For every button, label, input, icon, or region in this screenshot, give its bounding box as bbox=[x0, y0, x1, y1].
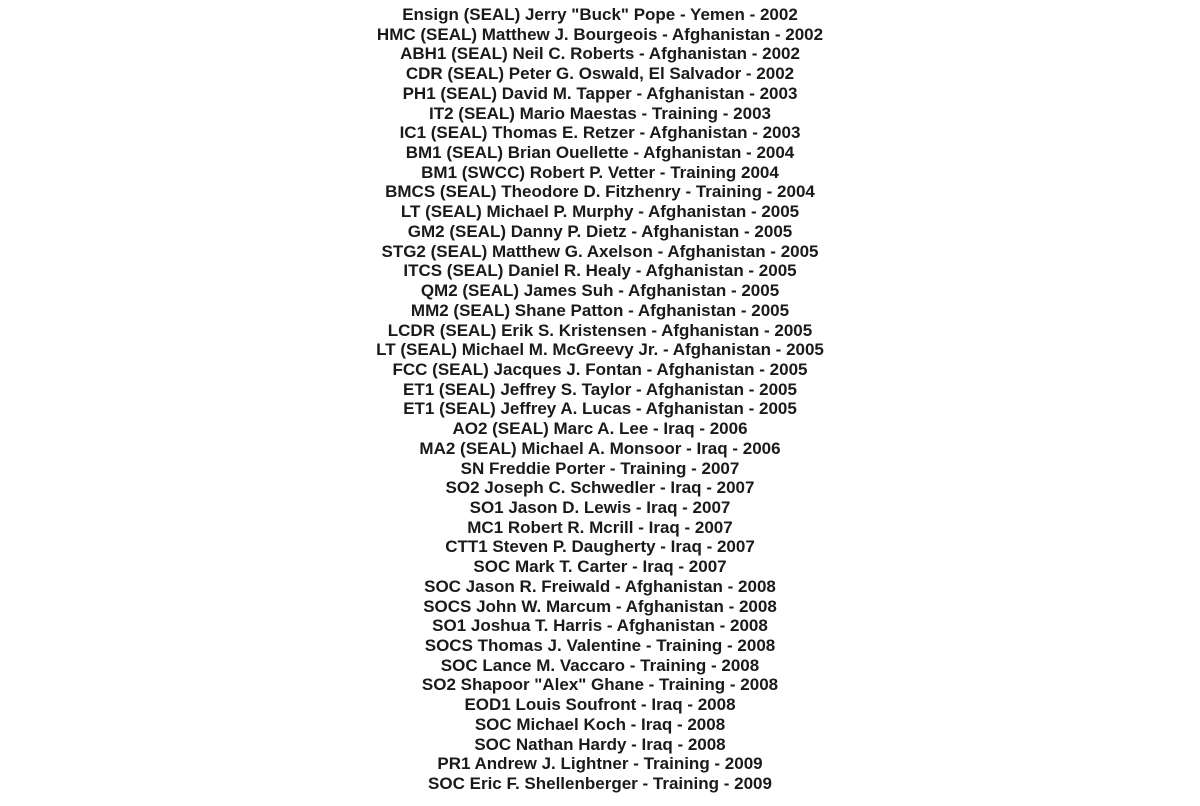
list-item: MC1 Robert R. Mcrill - Iraq - 2007 bbox=[467, 517, 733, 537]
list-item: ET1 (SEAL) Jeffrey S. Taylor - Afghanistan - 2005 bbox=[403, 379, 797, 399]
list-item: QM2 (SEAL) James Suh - Afghanistan - 2005 bbox=[420, 281, 780, 301]
list-item: LT (SEAL) Michael M. McGreevy Jr. - Afghanistan - 2005 bbox=[376, 340, 824, 360]
list-item: IC1 (SEAL) Thomas E. Retzer - Afghanistan - 2003 bbox=[399, 123, 801, 143]
list-item: SO1 Joshua T. Harris - Afghanistan - 2008 bbox=[432, 616, 768, 636]
list-item: BM1 (SWCC) Robert P. Vetter - Training 2004 bbox=[421, 162, 779, 182]
list-item: AO2 (SEAL) Marc A. Lee - Iraq - 2006 bbox=[452, 419, 748, 439]
list-item: SOC Lance M. Vaccaro - Training - 2008 bbox=[440, 655, 760, 675]
list-item: STG2 (SEAL) Matthew G. Axelson - Afghanistan - 2005 bbox=[381, 241, 819, 261]
list-item: IT2 (SEAL) Mario Maestas - Training - 2003 bbox=[429, 103, 771, 123]
list-item: Ensign (SEAL) Jerry "Buck" Pope - Yemen - 2002 bbox=[402, 5, 798, 24]
list-item: SOCS Thomas J. Valentine - Training - 2008 bbox=[424, 636, 776, 655]
list-item: BM1 (SEAL) Brian Ouellette - Afghanistan - 2004 bbox=[405, 143, 795, 163]
list-item: SOC Mark T. Carter - Iraq - 2007 bbox=[473, 557, 727, 577]
list-item: MM2 (SEAL) Shane Patton - Afghanistan - 2005 bbox=[410, 300, 790, 320]
list-item: LCDR (SEAL) Erik S. Kristensen - Afghanistan - 2005 bbox=[387, 320, 813, 340]
list-item: CTT1 Steven P. Daugherty - Iraq - 2007 bbox=[445, 537, 755, 557]
memorial-list bbox=[0, 5, 1200, 794]
list-item: SO2 Shapoor "Alex" Ghane - Training - 2008 bbox=[421, 675, 779, 695]
list-item: PR1 Andrew J. Lightner - Training - 2009 bbox=[437, 754, 763, 774]
list-item: SOC Eric F. Shellenberger - Training - 2009 bbox=[428, 774, 772, 794]
list-item: GM2 (SEAL) Danny P. Dietz - Afghanistan - 2005 bbox=[407, 221, 793, 241]
list-item: SOC Michael Koch - Iraq - 2008 bbox=[474, 714, 726, 734]
list-item: PH1 (SEAL) David M. Tapper - Afghanistan - 2003 bbox=[402, 83, 798, 103]
list-item: SO2 Joseph C. Schwedler - Iraq - 2007 bbox=[445, 478, 755, 498]
list-item: SOCS John W. Marcum - Afghanistan - 2008 bbox=[423, 596, 777, 616]
list-item: MA2 (SEAL) Michael A. Monsoor - Iraq - 2006 bbox=[419, 438, 781, 458]
list-item: SOC Nathan Hardy - Iraq - 2008 bbox=[474, 734, 726, 754]
list-item: EOD1 Louis Soufront - Iraq - 2008 bbox=[464, 695, 736, 715]
list-item: SOC Jason R. Freiwald - Afghanistan - 2008 bbox=[424, 576, 776, 596]
list-item: CDR (SEAL) Peter G. Oswald, El Salvador - 2002 bbox=[405, 64, 795, 84]
list-item: LT (SEAL) Michael P. Murphy - Afghanistan - 2005 bbox=[400, 202, 800, 222]
list-item: FCC (SEAL) Jacques J. Fontan - Afghanistan - 2005 bbox=[392, 359, 808, 379]
list-item: BMCS (SEAL) Theodore D. Fitzhenry - Training - 2004 bbox=[385, 182, 815, 202]
list-item: ET1 (SEAL) Jeffrey A. Lucas - Afghanistan - 2005 bbox=[403, 399, 797, 419]
list-item: ITCS (SEAL) Daniel R. Healy - Afghanistan - 2005 bbox=[403, 261, 797, 281]
list-item: ABH1 (SEAL) Neil C. Roberts - Afghanistan - 2002 bbox=[400, 44, 800, 64]
list-item: HMC (SEAL) Matthew J. Bourgeois - Afghanistan - 2002 bbox=[376, 24, 824, 44]
list-item: SO1 Jason D. Lewis - Iraq - 2007 bbox=[469, 497, 731, 517]
list-item: SN Freddie Porter - Training - 2007 bbox=[460, 458, 740, 478]
